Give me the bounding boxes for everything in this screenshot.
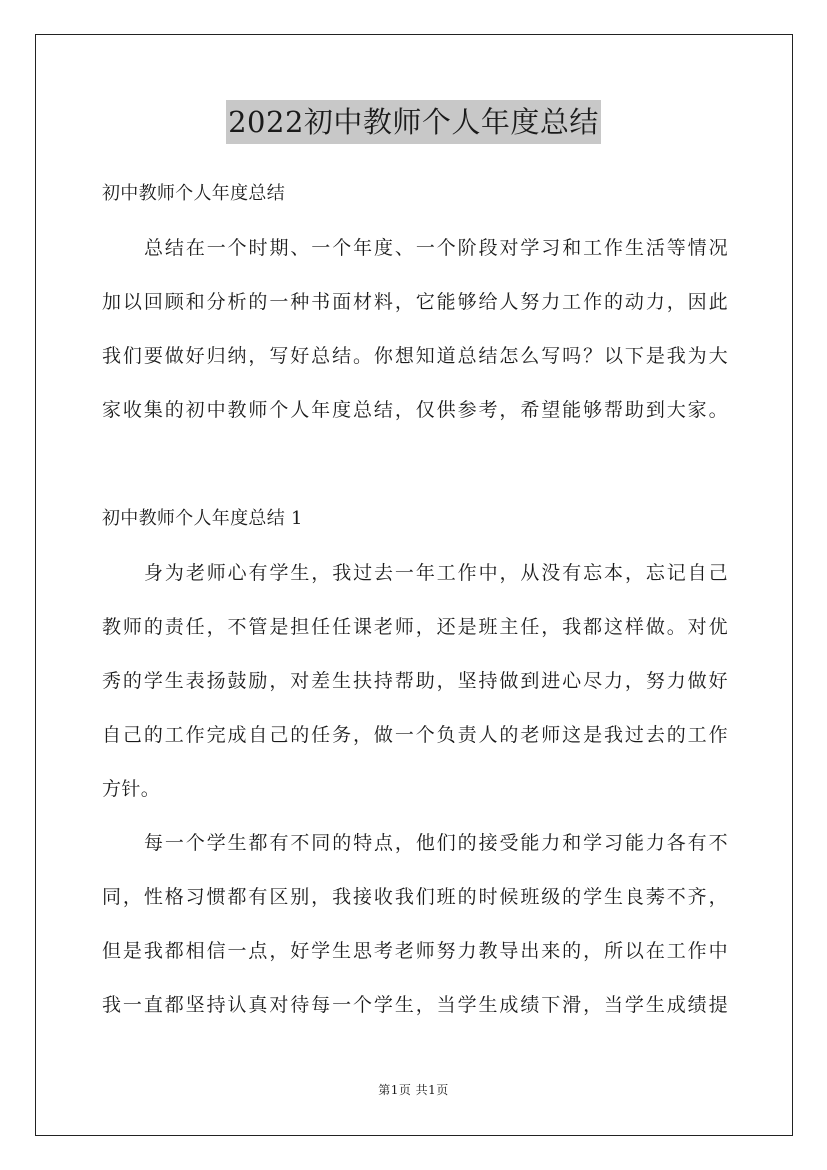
paragraph-line: 身为老师心有学生，我过去一年工作中，从没有忘本，忘记自己 bbox=[144, 562, 728, 584]
paragraph-line: 每一个学生都有不同的特点，他们的接受能力和学习能力各有不 bbox=[144, 832, 728, 854]
paragraph-line: 秀的学生表扬鼓励，对差生扶持帮助，坚持做到进心尽力，努力做好 bbox=[102, 670, 728, 692]
intro-line: 我们要做好归纳，写好总结。你想知道总结怎么写吗？以下是我为大 bbox=[102, 345, 728, 367]
page-footer: 第1页 共1页 bbox=[378, 1083, 449, 1097]
paragraph-line: 但是我都相信一点，好学生思考老师努力教导出来的，所以在工作中 bbox=[102, 940, 728, 962]
section-heading: 初中教师个人年度总结 1 bbox=[102, 508, 303, 529]
paragraph-line: 教师的责任，不管是担任任课老师，还是班主任，我都这样做。对优 bbox=[102, 616, 728, 638]
paragraph-line: 同，性格习惯都有区别，我接收我们班的时候班级的学生良莠不齐， bbox=[102, 886, 728, 908]
document-title: 2022初中教师个人年度总结 bbox=[226, 100, 601, 144]
paragraph-line: 自己的工作完成自己的任务，做一个负责人的老师这是我过去的工作 bbox=[102, 724, 728, 746]
intro-line: 家收集的初中教师个人年度总结，仅供参考，希望能够帮助到大家。 bbox=[102, 399, 728, 421]
section-heading: 初中教师个人年度总结 bbox=[102, 183, 285, 204]
title-container bbox=[0, 100, 827, 144]
paragraph-line: 我一直都坚持认真对待每一个学生，当学生成绩下滑，当学生成绩提 bbox=[102, 994, 728, 1016]
intro-line: 总结在一个时期、一个年度、一个阶段对学习和工作生活等情况 bbox=[144, 237, 728, 259]
intro-line: 加以回顾和分析的一种书面材料，它能够给人努力工作的动力，因此 bbox=[102, 291, 728, 313]
paragraph-line: 方针。 bbox=[102, 778, 161, 800]
